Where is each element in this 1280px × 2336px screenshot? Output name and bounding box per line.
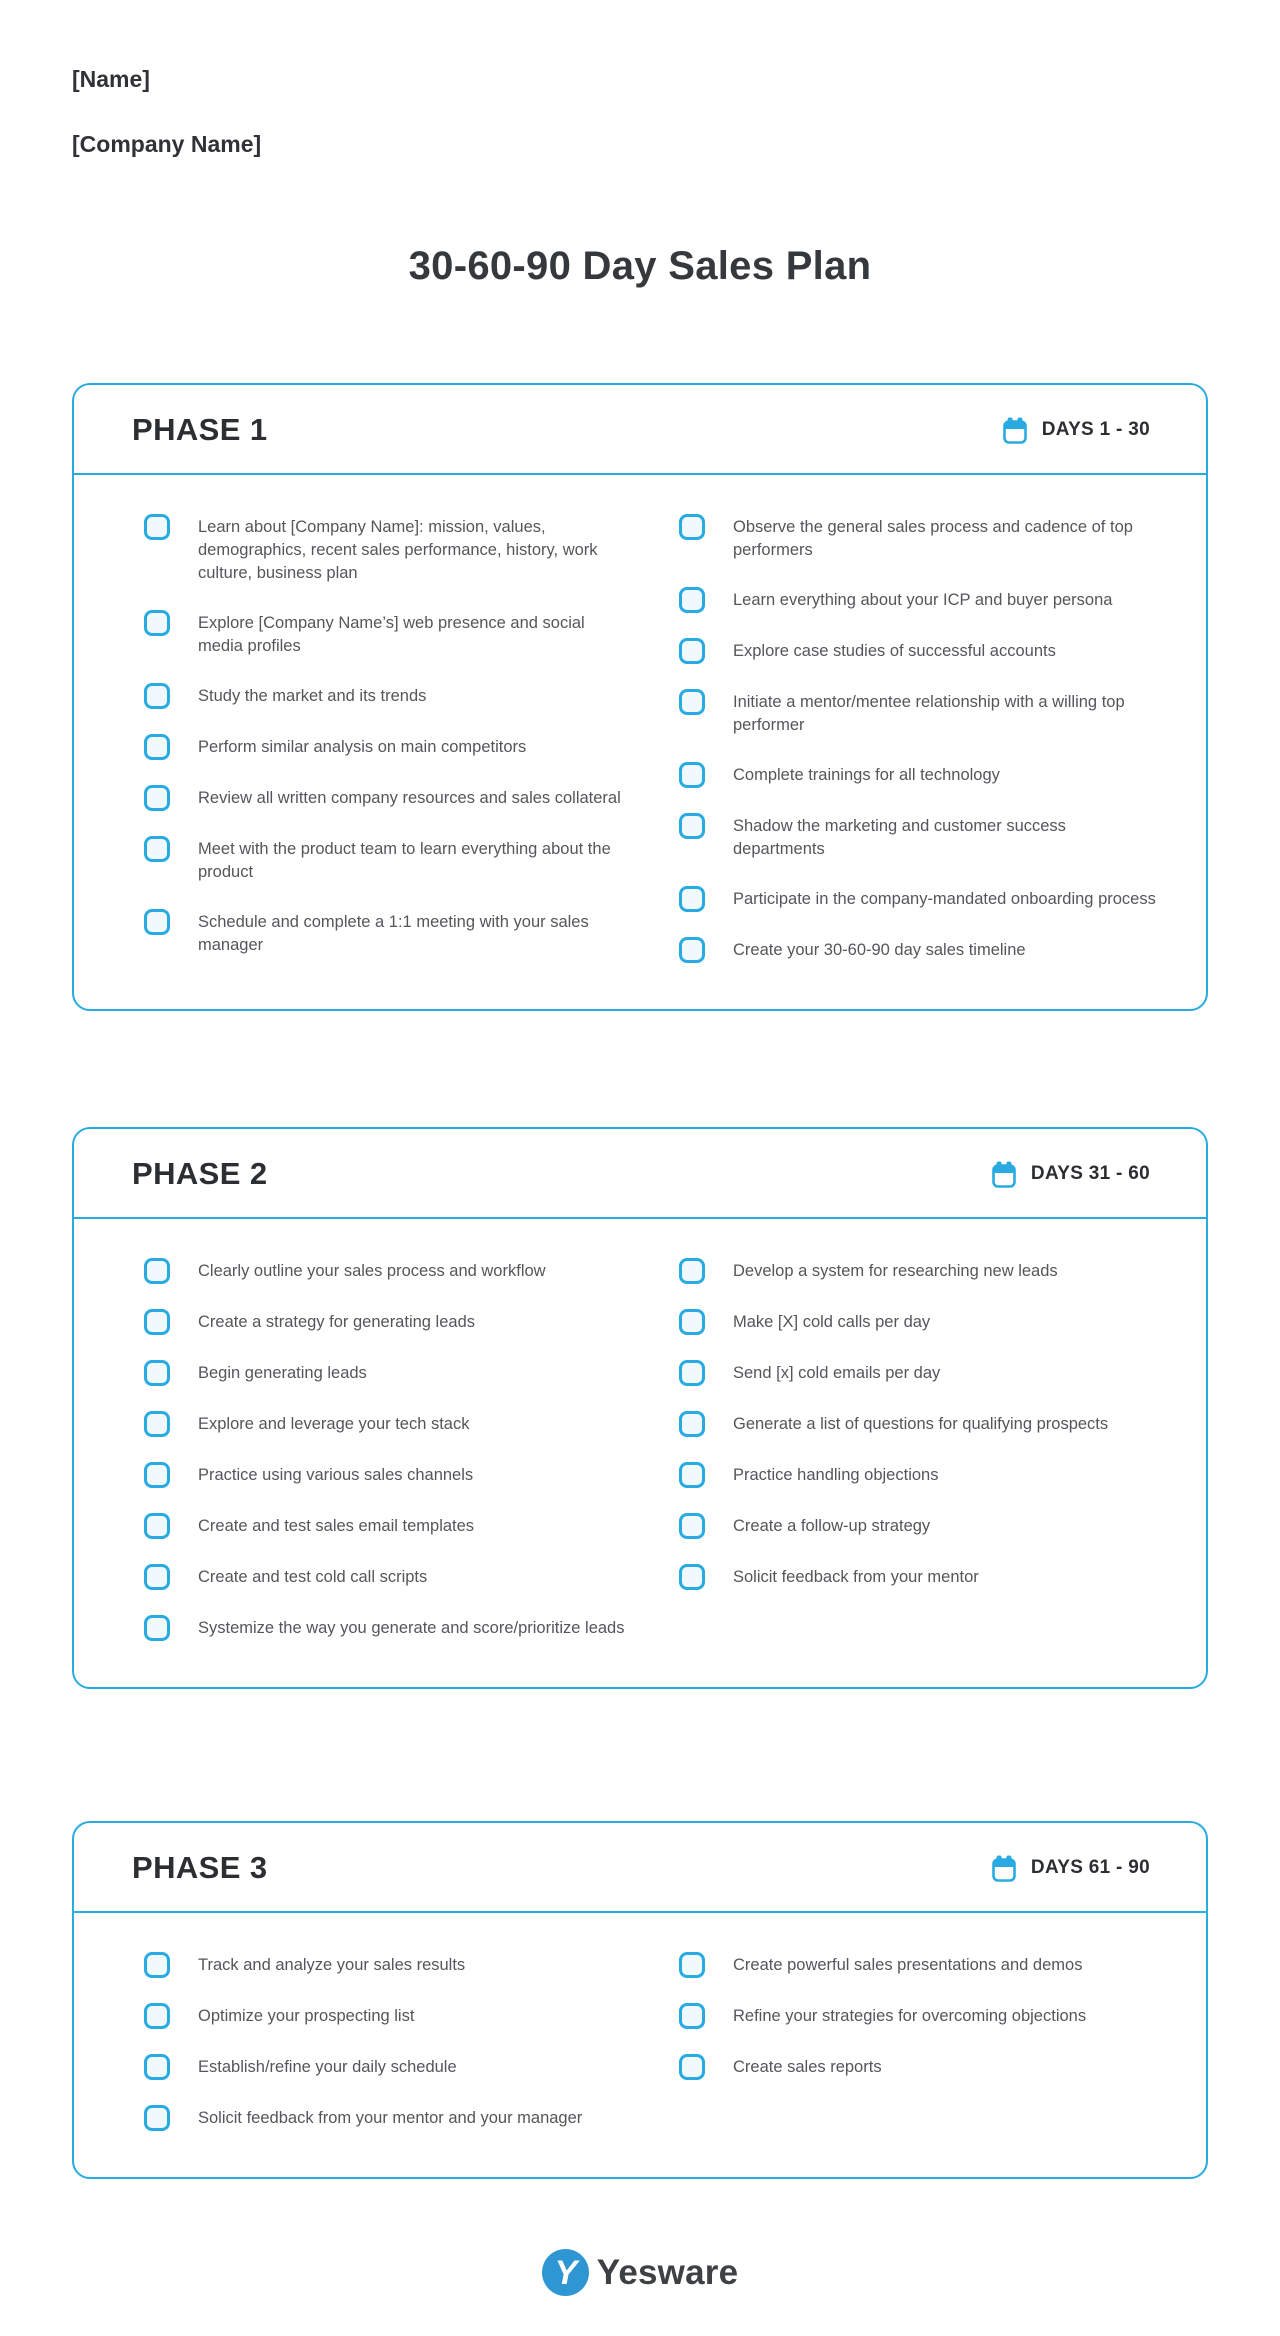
task-checkbox[interactable] bbox=[144, 1952, 170, 1978]
phase-card bbox=[72, 1821, 1208, 2179]
checklist-item bbox=[144, 1616, 627, 1641]
checklist-column-left bbox=[144, 1259, 627, 1667]
phase-title: PHASE 1 bbox=[132, 412, 268, 447]
task-checkbox[interactable] bbox=[144, 514, 170, 540]
task-label: Explore and leverage your tech stack bbox=[198, 1415, 470, 1433]
checklist-item bbox=[679, 1514, 1162, 1539]
task-label: Clearly outline your sales process and workflow bbox=[198, 1262, 546, 1280]
task-checkbox[interactable] bbox=[679, 2003, 705, 2029]
task-checkbox[interactable] bbox=[144, 909, 170, 935]
checklist-column-right bbox=[679, 515, 1162, 989]
checklist-item bbox=[144, 1953, 627, 1978]
checklist-item bbox=[144, 1565, 627, 1590]
checklist-item bbox=[679, 588, 1162, 613]
calendar-icon bbox=[992, 1855, 1016, 1882]
task-checkbox[interactable] bbox=[679, 1564, 705, 1590]
task-label: Send [x] cold emails per day bbox=[733, 1364, 941, 1382]
checklist-item bbox=[679, 1310, 1162, 1335]
phase-card bbox=[72, 383, 1208, 1011]
task-checkbox[interactable] bbox=[144, 734, 170, 760]
checklist-item bbox=[144, 2004, 627, 2029]
footer bbox=[72, 2249, 1208, 2296]
task-label: Create a strategy for generating leads bbox=[198, 1313, 475, 1331]
task-label: Establish/refine your daily schedule bbox=[198, 2058, 457, 2076]
checklist-item bbox=[144, 2055, 627, 2080]
task-label: Create and test sales email templates bbox=[198, 1517, 475, 1535]
phase-body bbox=[74, 1913, 1206, 2177]
task-label: Solicit feedback from your mentor bbox=[733, 1568, 979, 1586]
checklist-item bbox=[144, 786, 627, 811]
task-checkbox[interactable] bbox=[144, 1360, 170, 1386]
task-label: Systemize the way you generate and score/prioritize leads bbox=[198, 1619, 625, 1637]
task-checkbox[interactable] bbox=[679, 689, 705, 715]
task-checkbox[interactable] bbox=[144, 1411, 170, 1437]
phase-header bbox=[74, 1129, 1206, 1219]
task-label: Learn about [Company Name]: mission, values, demographics, recent sales performance, history, work culture, business plan bbox=[198, 518, 598, 582]
phase-list bbox=[72, 383, 1208, 2179]
task-checkbox[interactable] bbox=[144, 683, 170, 709]
company-placeholder: [Company Name] bbox=[72, 131, 262, 157]
checklist-item bbox=[144, 1514, 627, 1539]
calendar-icon bbox=[1003, 417, 1027, 444]
task-label: Schedule and complete a 1:1 meeting with your sales manager bbox=[198, 913, 589, 954]
checklist-item bbox=[144, 684, 627, 709]
checklist-item bbox=[679, 1953, 1162, 1978]
task-label: Study the market and its trends bbox=[198, 687, 427, 705]
task-checkbox[interactable] bbox=[679, 762, 705, 788]
task-checkbox[interactable] bbox=[144, 1513, 170, 1539]
phase-body bbox=[74, 1219, 1206, 1687]
checklist-item bbox=[679, 887, 1162, 912]
task-label: Make [X] cold calls per day bbox=[733, 1313, 931, 1331]
task-checkbox[interactable] bbox=[144, 2105, 170, 2131]
task-label: Create your 30-60-90 day sales timeline bbox=[733, 941, 1026, 959]
task-label: Practice using various sales channels bbox=[198, 1466, 474, 1484]
task-checkbox[interactable] bbox=[679, 2054, 705, 2080]
task-checkbox[interactable] bbox=[679, 886, 705, 912]
checklist-item bbox=[144, 735, 627, 760]
yesware-logo-text: Yesware bbox=[596, 2252, 739, 2292]
checklist-item bbox=[679, 1361, 1162, 1386]
checklist-column-right bbox=[679, 1259, 1162, 1667]
page-title: 30-60-90 Day Sales Plan bbox=[408, 244, 872, 288]
task-checkbox[interactable] bbox=[679, 937, 705, 963]
checklist-item bbox=[679, 2055, 1162, 2080]
calendar-icon bbox=[992, 1161, 1016, 1188]
task-label: Observe the general sales process and cadence of top performers bbox=[733, 518, 1133, 559]
task-label: Solicit feedback from your mentor and your manager bbox=[198, 2109, 583, 2127]
task-checkbox[interactable] bbox=[144, 836, 170, 862]
task-checkbox[interactable] bbox=[144, 1309, 170, 1335]
checklist-item bbox=[144, 2106, 627, 2131]
task-checkbox[interactable] bbox=[144, 1258, 170, 1284]
phase-body bbox=[74, 475, 1206, 1009]
checklist-item bbox=[679, 639, 1162, 664]
task-label: Create powerful sales presentations and demos bbox=[733, 1956, 1083, 1974]
checklist-column-left bbox=[144, 515, 627, 989]
task-label: Begin generating leads bbox=[198, 1364, 367, 1382]
days-label: DAYS 61 - 90 bbox=[1030, 1857, 1150, 1878]
checklist-item bbox=[144, 910, 627, 957]
checklist-item bbox=[144, 837, 627, 884]
phase-header bbox=[74, 385, 1206, 475]
task-checkbox[interactable] bbox=[679, 1462, 705, 1488]
checklist-item bbox=[679, 1412, 1162, 1437]
checklist-item bbox=[679, 938, 1162, 963]
task-checkbox[interactable] bbox=[144, 1564, 170, 1590]
checklist-item bbox=[679, 814, 1162, 861]
task-checkbox[interactable] bbox=[679, 1309, 705, 1335]
document-header bbox=[72, 66, 1208, 158]
checklist-item bbox=[144, 515, 627, 585]
task-label: Meet with the product team to learn everything about the product bbox=[198, 840, 611, 881]
checklist-item bbox=[144, 1361, 627, 1386]
task-label: Complete trainings for all technology bbox=[733, 766, 1000, 784]
checklist-item bbox=[144, 1310, 627, 1335]
task-label: Practice handling objections bbox=[733, 1466, 939, 1484]
days-label: DAYS 31 - 60 bbox=[1030, 1163, 1150, 1184]
svg-text:Y: Y bbox=[554, 2254, 578, 2292]
checklist-item bbox=[679, 515, 1162, 562]
task-label: Create and test cold call scripts bbox=[198, 1568, 428, 1586]
task-checkbox[interactable] bbox=[679, 587, 705, 613]
phase-days bbox=[992, 1855, 1150, 1882]
checklist-item bbox=[679, 690, 1162, 737]
phase-days bbox=[992, 1161, 1150, 1188]
task-label: Track and analyze your sales results bbox=[198, 1956, 466, 1974]
phase-days bbox=[1003, 417, 1150, 444]
checklist-item bbox=[144, 611, 627, 658]
task-label: Explore case studies of successful accounts bbox=[733, 642, 1056, 660]
task-label: Initiate a mentor/mentee relationship with a willing top performer bbox=[733, 693, 1125, 734]
task-checkbox[interactable] bbox=[679, 813, 705, 839]
checklist-item bbox=[144, 1259, 627, 1284]
task-label: Perform similar analysis on main competitors bbox=[198, 738, 527, 756]
task-checkbox[interactable] bbox=[679, 1952, 705, 1978]
task-checkbox[interactable] bbox=[144, 2054, 170, 2080]
task-checkbox[interactable] bbox=[679, 638, 705, 664]
phase-title: PHASE 3 bbox=[132, 1850, 268, 1885]
task-label: Participate in the company-mandated onboarding process bbox=[733, 890, 1156, 908]
task-checkbox[interactable] bbox=[144, 2003, 170, 2029]
task-checkbox[interactable] bbox=[679, 1513, 705, 1539]
phase-title: PHASE 2 bbox=[132, 1156, 268, 1191]
task-label: Learn everything about your ICP and buyer persona bbox=[733, 591, 1113, 609]
checklist-column-left bbox=[144, 1953, 627, 2157]
task-label: Explore [Company Name’s] web presence and social media profiles bbox=[198, 614, 585, 655]
checklist-column-right bbox=[679, 1953, 1162, 2157]
task-label: Refine your strategies for overcoming objections bbox=[733, 2007, 1087, 2025]
checklist-item bbox=[679, 1565, 1162, 1590]
task-label: Review all written company resources and sales collateral bbox=[198, 789, 621, 807]
task-checkbox[interactable] bbox=[679, 1411, 705, 1437]
checklist-item bbox=[679, 1463, 1162, 1488]
task-checkbox[interactable] bbox=[144, 1462, 170, 1488]
checklist-item bbox=[679, 1259, 1162, 1284]
phase-card bbox=[72, 1127, 1208, 1689]
phase-header bbox=[74, 1823, 1206, 1913]
task-checkbox[interactable] bbox=[679, 514, 705, 540]
days-label: DAYS 1 - 30 bbox=[1041, 419, 1150, 440]
task-label: Optimize your prospecting list bbox=[198, 2007, 415, 2025]
checklist-item bbox=[679, 763, 1162, 788]
task-label: Generate a list of questions for qualifying prospects bbox=[733, 1415, 1109, 1433]
task-checkbox[interactable] bbox=[679, 1360, 705, 1386]
task-checkbox[interactable] bbox=[144, 1615, 170, 1641]
checklist-item bbox=[144, 1463, 627, 1488]
task-label: Shadow the marketing and customer success departments bbox=[733, 817, 1066, 858]
yesware-logo-mark-icon bbox=[542, 2249, 589, 2296]
name-placeholder: [Name] bbox=[72, 66, 150, 92]
task-checkbox[interactable] bbox=[144, 785, 170, 811]
task-checkbox[interactable] bbox=[144, 610, 170, 636]
task-checkbox[interactable] bbox=[679, 1258, 705, 1284]
task-label: Create sales reports bbox=[733, 2058, 882, 2076]
checklist-item bbox=[679, 2004, 1162, 2029]
task-label: Develop a system for researching new leads bbox=[733, 1262, 1058, 1280]
checklist-item bbox=[144, 1412, 627, 1437]
yesware-logo bbox=[542, 2249, 739, 2296]
task-label: Create a follow-up strategy bbox=[733, 1517, 931, 1535]
